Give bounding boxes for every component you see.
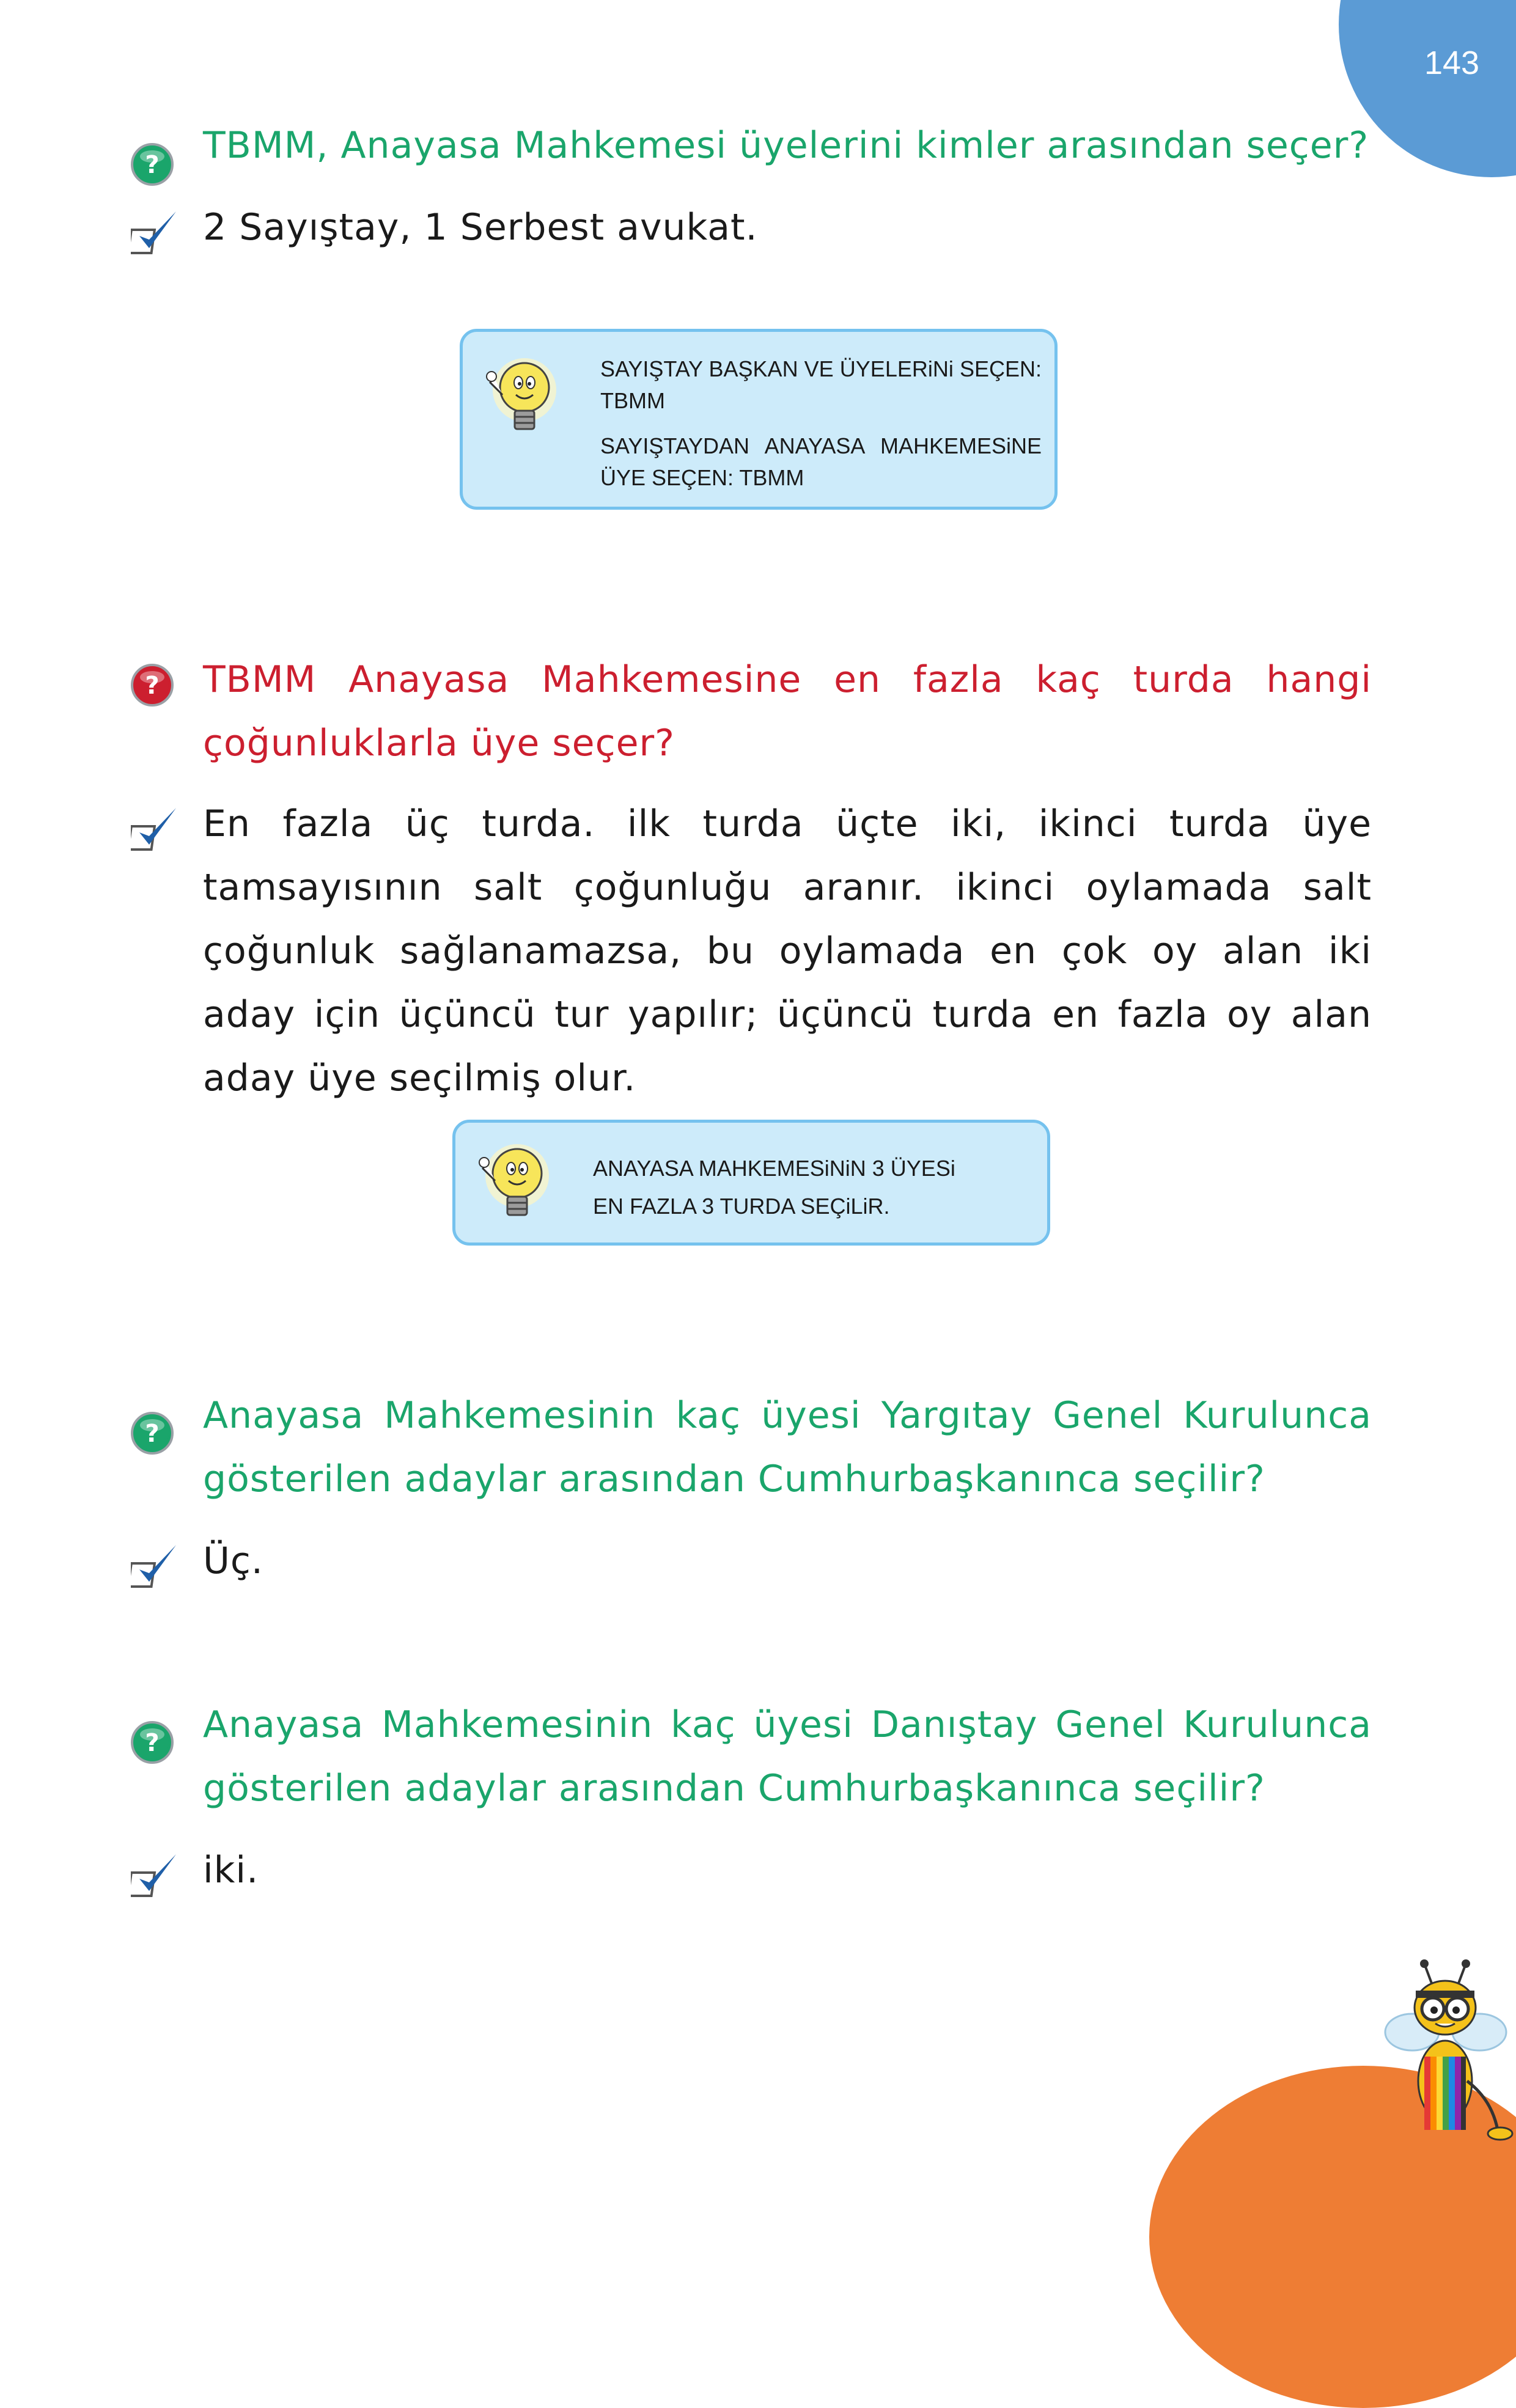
answer-text: Üç. [203, 1540, 263, 1582]
bee-mascot-icon [1375, 1959, 1516, 2144]
answer-text: En fazla üç turda. ilk turda üçte iki, ikinci turda üye tamsayısının salt çoğunluğu aranır. ikinci oylamada salt çoğunluk sağlanamazsa, bu oylamada en çok oy alan iki aday için üçüncü tur yapılır; üçüncü turda en fazla oy alan aday üye seçilmiş olur. [203, 802, 1372, 1099]
checkmark-icon [131, 1851, 180, 1900]
page-number: 143 [1424, 45, 1480, 81]
checkmark-icon [131, 1541, 180, 1590]
question-icon [131, 664, 174, 707]
question-text: Anayasa Mahkemesinin kaç üyesi Yargıtay Genel Kurulunca gösterilen adaylar arasından Cumhurbaşkanınca seçilir? [203, 1394, 1372, 1500]
svg-text:?: ? [145, 1729, 160, 1757]
checkmark-icon [131, 208, 180, 257]
question-icon [131, 1721, 174, 1764]
checkmark-icon [131, 804, 180, 853]
svg-text:?: ? [145, 1420, 160, 1448]
hint-line: SAYIŞTAYDAN ANAYASA MAHKEMESiNE ÜYE SEÇEN: TBMM [600, 433, 1042, 490]
answer-text: iki. [203, 1849, 259, 1892]
lightbulb-character-icon [482, 352, 561, 450]
question-icon [131, 1412, 174, 1455]
question-text: TBMM, Anayasa Mahkemesi üyelerini kimler arasından seçer? [203, 124, 1369, 167]
question-text: Anayasa Mahkemesinin kaç üyesi Danıştay Genel Kurulunca gösterilen adaylar arasından Cumhurbaşkanınca seçilir? [203, 1703, 1372, 1810]
hint-line: EN FAZLA 3 TURDA SEÇiLiR. [593, 1194, 890, 1219]
hint-line: ANAYASA MAHKEMESiNiN 3 ÜYESi [593, 1156, 955, 1181]
hint-line: SAYIŞTAY BAŞKAN VE ÜYELERiNi SEÇEN: TBMM [600, 356, 1042, 413]
question-text: TBMM Anayasa Mahkemesine en fazla kaç turda hangi çoğunluklarla üye seçer? [203, 658, 1372, 765]
lightbulb-character-icon [474, 1138, 554, 1236]
question-icon [131, 143, 174, 186]
svg-text:?: ? [145, 672, 160, 700]
svg-text:?: ? [145, 151, 160, 179]
answer-text: 2 Sayıştay, 1 Serbest avukat. [203, 206, 758, 249]
